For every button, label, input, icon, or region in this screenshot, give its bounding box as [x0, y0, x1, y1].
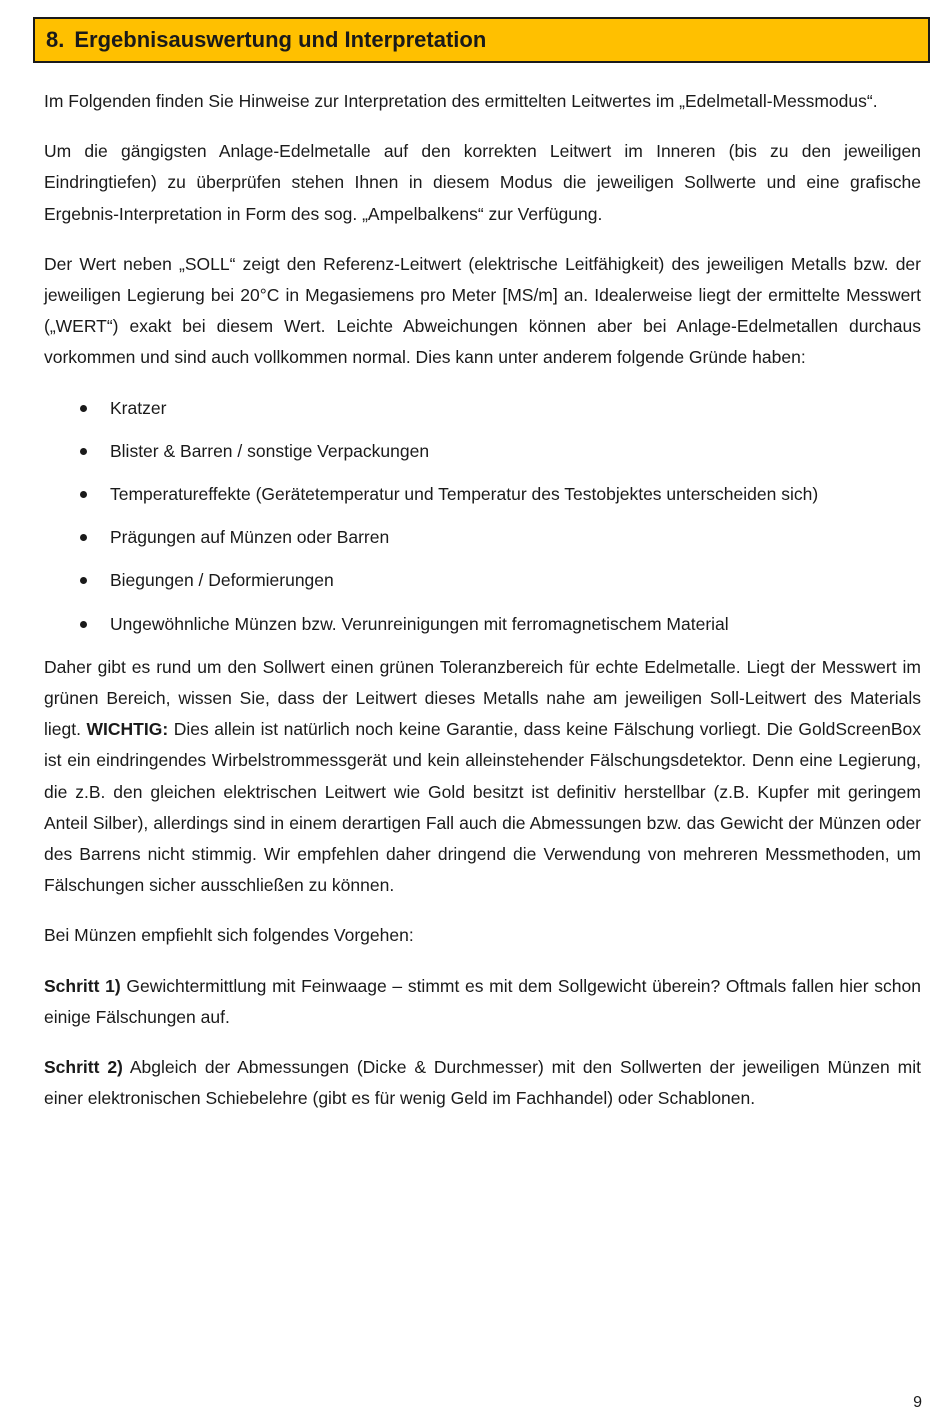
purpose-paragraph: Um die gängigsten Anlage-Edelmetalle auf den korrekten Leitwert im Inneren (bis zu den jeweiligen Eindringtiefen) zu überprüfen stehen Ihnen in diesem Modus die jeweiligen Sollwerte und eine grafische Ergebnis-Interpretation in Form des sog. „Ampelbalkens“ zur Verfügung. [44, 141, 921, 224]
step-1-label: Schritt 1) [44, 975, 121, 996]
bullet-icon [80, 491, 87, 498]
bullet-icon [80, 448, 87, 455]
bullet-icon [80, 405, 87, 412]
document-body [44, 86, 921, 1133]
list-item: Temperatureffekte (Gerätetemperatur und Temperatur des Testobjektes unterscheiden sich) [44, 479, 921, 510]
bullet-icon [80, 534, 87, 541]
reasons-list [44, 393, 921, 640]
list-item: Biegungen / Deformierungen [44, 565, 921, 596]
tolerance-paragraph: Daher gibt es rund um den Sollwert einen grünen Toleranzbereich für echte Edelmetalle. Liegt der Messwert im grünen Bereich, wissen Sie, dass der Leitwert dieses Metalls nahe am jeweiligen Soll-Leitwert des Materials liegt. WICHTIG: Dies allein ist natürlich noch keine Garantie, dass keine Fälschung vorliegt. Die GoldScreenBox ist ein eindringendes Wirbelstrommessgerät und kein alleinstehender Fälschungsdetektor. Denn eine Legierung, die z.B. den gleichen elektrischen Leitwert wie Gold besitzt ist definitiv herstellbar (z.B. Kupfer mit geringem Anteil Silber), allerdings sind in einem derartigen Fall auch die Abmessungen bzw. das Gewicht der Münzen oder des Barrens nicht stimmig. Wir empfehlen daher dringend die Verwendung von mehreren Messmethoden, um Fälschungen sicher ausschließen zu können. [44, 656, 921, 896]
intro-paragraph: Im Folgenden finden Sie Hinweise zur Interpretation des ermittelten Leitwertes im „Edelmetall-Messmodus“. [44, 91, 878, 111]
soll-paragraph: Der Wert neben „SOLL“ zeigt den Referenz-Leitwert (elektrische Leitfähigkeit) des jeweiligen Metalls bzw. der jeweiligen Legierung bei 20°C in Megasiemens pro Meter [MS/m] an. Idealerweise liegt der ermittelte Messwert („WERT“) exakt bei diesem Wert. Leichte Abweichungen können aber bei Anlage-Edelmetallen durchaus vorkommen und sind auch vollkommen normal. Dies kann unter anderem folgende Gründe haben: [44, 253, 921, 368]
bullet-icon [80, 621, 87, 628]
section-title: Ergebnisauswertung und Interpretation [74, 27, 487, 52]
section-heading [33, 17, 930, 63]
section-number: 8. [46, 27, 65, 52]
step-1-paragraph: Schritt 1) Gewichtermittlung mit Feinwaage – stimmt es mit dem Sollgewicht überein? Oftmals fallen hier schon einige Fälschungen auf. [44, 975, 921, 1027]
important-label: WICHTIG: [86, 719, 169, 740]
step-2-paragraph: Schritt 2) Abgleich der Abmessungen (Dicke & Durchmesser) mit den Sollwerten der jeweiligen Münzen mit einer elektronischen Schiebelehre (gibt es für wenig Geld im Fachhandel) oder Schablonen. [44, 1057, 921, 1109]
bullet-icon [80, 577, 87, 584]
step-2-label: Schritt 2) [44, 1057, 123, 1078]
list-item: Ungewöhnliche Münzen bzw. Verunreinigungen mit ferromagnetischem Material [44, 609, 921, 640]
list-item: Kratzer [44, 393, 921, 424]
list-item: Blister & Barren / sonstige Verpackungen [44, 436, 921, 467]
page-number: 9 [913, 1394, 922, 1411]
coins-intro-paragraph: Bei Münzen empfiehlt sich folgendes Vorgehen: [44, 925, 414, 946]
list-item: Prägungen auf Münzen oder Barren [44, 522, 921, 553]
